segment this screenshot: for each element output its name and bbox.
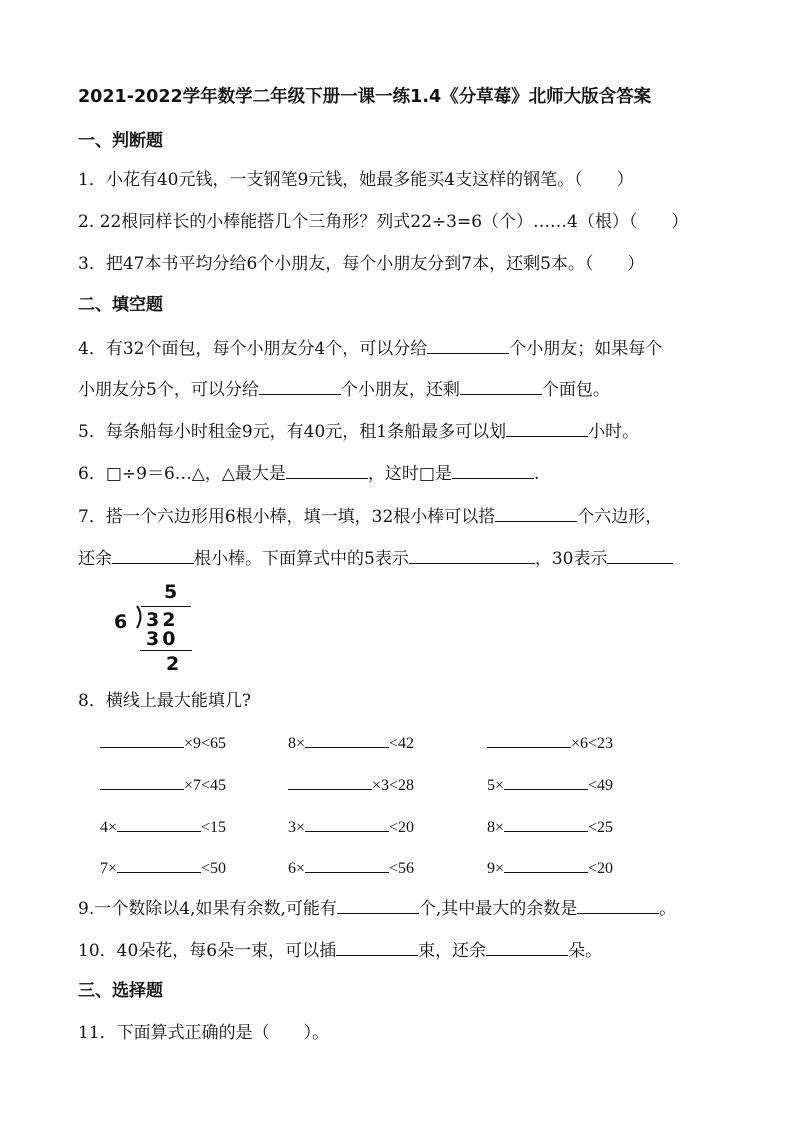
- question-9: [78, 897, 676, 920]
- section-fill-blank-heading: 二、填空题: [78, 295, 163, 315]
- q4-text-b: 个小朋友；如果每个: [509, 339, 663, 359]
- ld-subtraction-bar: [140, 650, 192, 651]
- q4-answer-blank-1[interactable]: [427, 337, 509, 354]
- q6-text-a: 6．□÷9＝6…△，△最大是: [78, 464, 286, 484]
- q8-answer-blank[interactable]: [504, 773, 588, 790]
- section-judgement-heading: 一、判断题: [78, 131, 163, 151]
- question-4-line-1: [78, 337, 662, 360]
- q10-text-a: 10．40朵花，每6朵一束，可以插: [78, 941, 337, 961]
- q4-text-e: 个面包。: [541, 380, 610, 400]
- question-8: 8．横线上最大能填几?: [78, 691, 251, 711]
- section-choice-heading: 三、选择题: [78, 981, 163, 1001]
- q8-item: 8× <42: [288, 731, 414, 755]
- q8-answer-blank[interactable]: [487, 731, 571, 748]
- q8-item: 6× <56: [288, 856, 414, 880]
- q7-answer-blank-3[interactable]: [409, 547, 535, 564]
- q6-text-c: .: [533, 464, 540, 484]
- q8-answer-blank[interactable]: [305, 815, 389, 832]
- q4-text-a: 4．有32个面包，每个小朋友分4个，可以分给: [78, 339, 428, 359]
- ld-dividend: 32: [146, 609, 179, 631]
- q9-text-a: 9.一个数除以4,如果有余数,可能有: [78, 899, 337, 919]
- q7-text-c: 还余: [78, 549, 112, 569]
- q9-text-b: 个,其中最大的余数是: [418, 899, 578, 919]
- question-7-line-2: [78, 547, 673, 570]
- q4-answer-blank-2[interactable]: [259, 378, 341, 395]
- ld-top-bar: [141, 606, 191, 607]
- question-2: 2. 22根同样长的小棒能搭几个三角形？列式22÷3=6（个）……4（根）（ ）: [78, 212, 689, 232]
- q4-answer-blank-3[interactable]: [460, 378, 542, 395]
- q8-answer-blank[interactable]: [504, 815, 588, 832]
- ld-bracket: [135, 604, 145, 630]
- q9-answer-blank-2[interactable]: [577, 897, 659, 914]
- q5-text-b: 小时。: [588, 422, 640, 442]
- question-3: 3．把47本书平均分给6个小朋友，每个小朋友分到7本，还剩5本。（ ）: [78, 254, 645, 274]
- ld-remainder: 2: [166, 653, 183, 675]
- q6-text-b: ，这时□是: [367, 464, 452, 484]
- q8-item: ×9<65: [100, 731, 226, 755]
- q8-item: 3× <20: [288, 815, 414, 839]
- q8-answer-blank[interactable]: [117, 856, 201, 873]
- q7-answer-blank-4[interactable]: [607, 547, 673, 564]
- q7-text-d: 根小棒。下面算式中的5表示: [194, 549, 409, 569]
- question-11: 11．下面算式正确的是（ ）。: [78, 1023, 330, 1043]
- q8-answer-blank[interactable]: [288, 773, 372, 790]
- q8-answer-blank[interactable]: [117, 815, 201, 832]
- q7-text-a: 7．搭一个六边形用6根小棒，填一填，32根小棒可以搭: [78, 507, 496, 527]
- q8-answer-blank[interactable]: [100, 773, 184, 790]
- q8-answer-blank[interactable]: [100, 731, 184, 748]
- q7-answer-blank-1[interactable]: [495, 505, 577, 522]
- q8-answer-blank[interactable]: [305, 856, 389, 873]
- q8-item: 4× <15: [100, 815, 226, 839]
- q8-item: ×3<28: [288, 773, 414, 797]
- q8-answer-blank[interactable]: [305, 731, 389, 748]
- q6-answer-blank-1[interactable]: [286, 462, 368, 479]
- q5-text-a: 5．每条船每小时租金9元，有40元，租1条船最多可以划: [78, 422, 507, 442]
- document-title: 2021-2022学年数学二年级下册一课一练1.4《分草莓》北师大版含答案: [78, 87, 652, 107]
- q8-item: 9× <20: [487, 856, 613, 880]
- q10-answer-blank-2[interactable]: [486, 939, 568, 956]
- question-10: [78, 939, 602, 962]
- q8-item: 7× <50: [100, 856, 226, 880]
- q7-text-e: ，30表示: [534, 549, 608, 569]
- ld-quotient: 5: [164, 581, 181, 603]
- q6-answer-blank-2[interactable]: [452, 462, 534, 479]
- q4-text-c: 小朋友分5个，可以分给: [78, 380, 259, 400]
- q10-text-b: 束，还余: [418, 941, 487, 961]
- q4-text-d: 个小朋友，还剩: [340, 380, 460, 400]
- question-7-line-1: [78, 505, 662, 528]
- q8-item: ×6<23: [487, 731, 613, 755]
- question-6: [78, 462, 539, 485]
- q8-item: ×7<45: [100, 773, 226, 797]
- q10-text-c: 朵。: [568, 941, 603, 961]
- q8-item: 5× <49: [487, 773, 613, 797]
- q7-text-b: 个六边形，: [577, 507, 663, 527]
- ld-divisor: 6: [114, 611, 131, 633]
- question-1: 1．小花有40元钱，一支钢笔9元钱，她最多能买4支这样的钢笔。（ ）: [78, 170, 634, 190]
- q7-answer-blank-2[interactable]: [112, 547, 194, 564]
- ld-product: 30: [146, 628, 179, 650]
- q5-answer-blank[interactable]: [506, 420, 588, 437]
- q9-answer-blank-1[interactable]: [337, 897, 419, 914]
- question-4-line-2: [78, 378, 610, 401]
- q10-answer-blank-1[interactable]: [336, 939, 418, 956]
- question-5: [78, 420, 639, 443]
- q8-item: 8× <25: [487, 815, 613, 839]
- q8-answer-blank[interactable]: [504, 856, 588, 873]
- q9-text-c: 。: [659, 899, 677, 919]
